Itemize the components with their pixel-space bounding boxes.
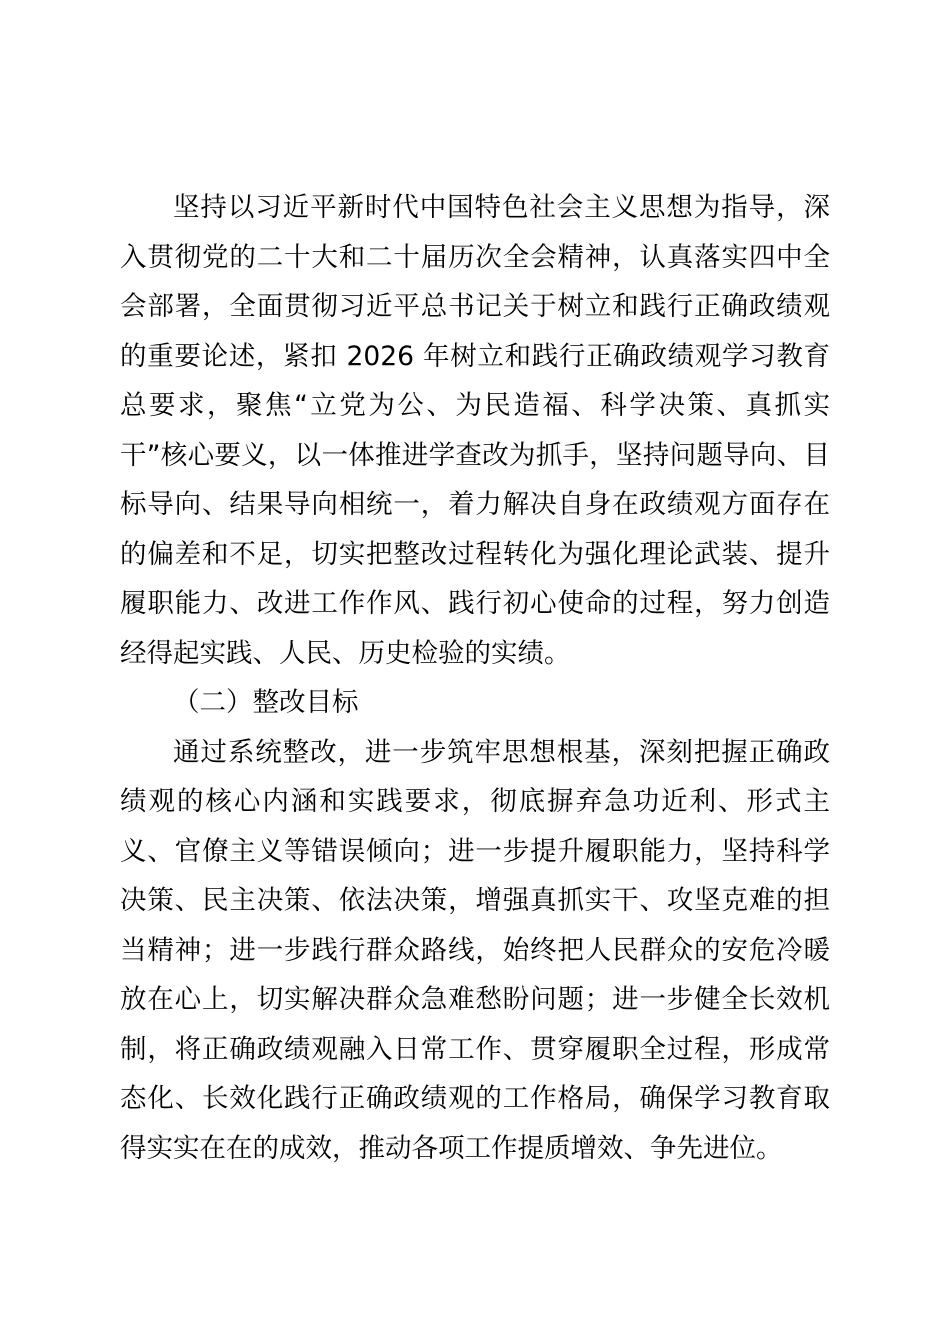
section-heading-rectification-goals: （二）整改目标	[173, 687, 359, 718]
body-paragraph-1: 坚持以习近平新时代中国特色社会主义思想为指导，深入贯彻党的二十大和二十届历次全会精神，认真落实四中全会部署，全面贯彻习近平总书记关于树立和践行正确政绩观的重要论述，紧扣 2026 年树立和践行正确政绩观学习教育总要求，聚焦“立党为公、为民造福、科学决策、真抓实干”核心要义，以一体推进学查改为抓手，坚持问题导向、目标导向、结果导向相统一，着力解决自身在政绩观方面存在的偏差和不足，切实把整改过程转化为强化理论武装、提升履职能力、改进工作作风、践行初心使命的过程，努力创造经得起实践、人民、历史检验的实绩。	[120, 192, 830, 669]
body-paragraph-2: 通过系统整改，进一步筑牢思想根基，深刻把握正确政绩观的核心内涵和实践要求，彻底摒弃急功近利、形式主义、官僚主义等错误倾向；进一步提升履职能力，坚持科学决策、民主决策、依法决策，增强真抓实干、攻坚克难的担当精神；进一步践行群众路线，始终把人民群众的安危冷暖放在心上，切实解决群众急难愁盼问题；进一步健全长效机制，将正确政绩观融入日常工作、贯穿履职全过程，形成常态化、长效化践行正确政绩观的工作格局，确保学习教育取得实实在在的成效，推动各项工作提质增效、争先进位。	[120, 736, 830, 1164]
